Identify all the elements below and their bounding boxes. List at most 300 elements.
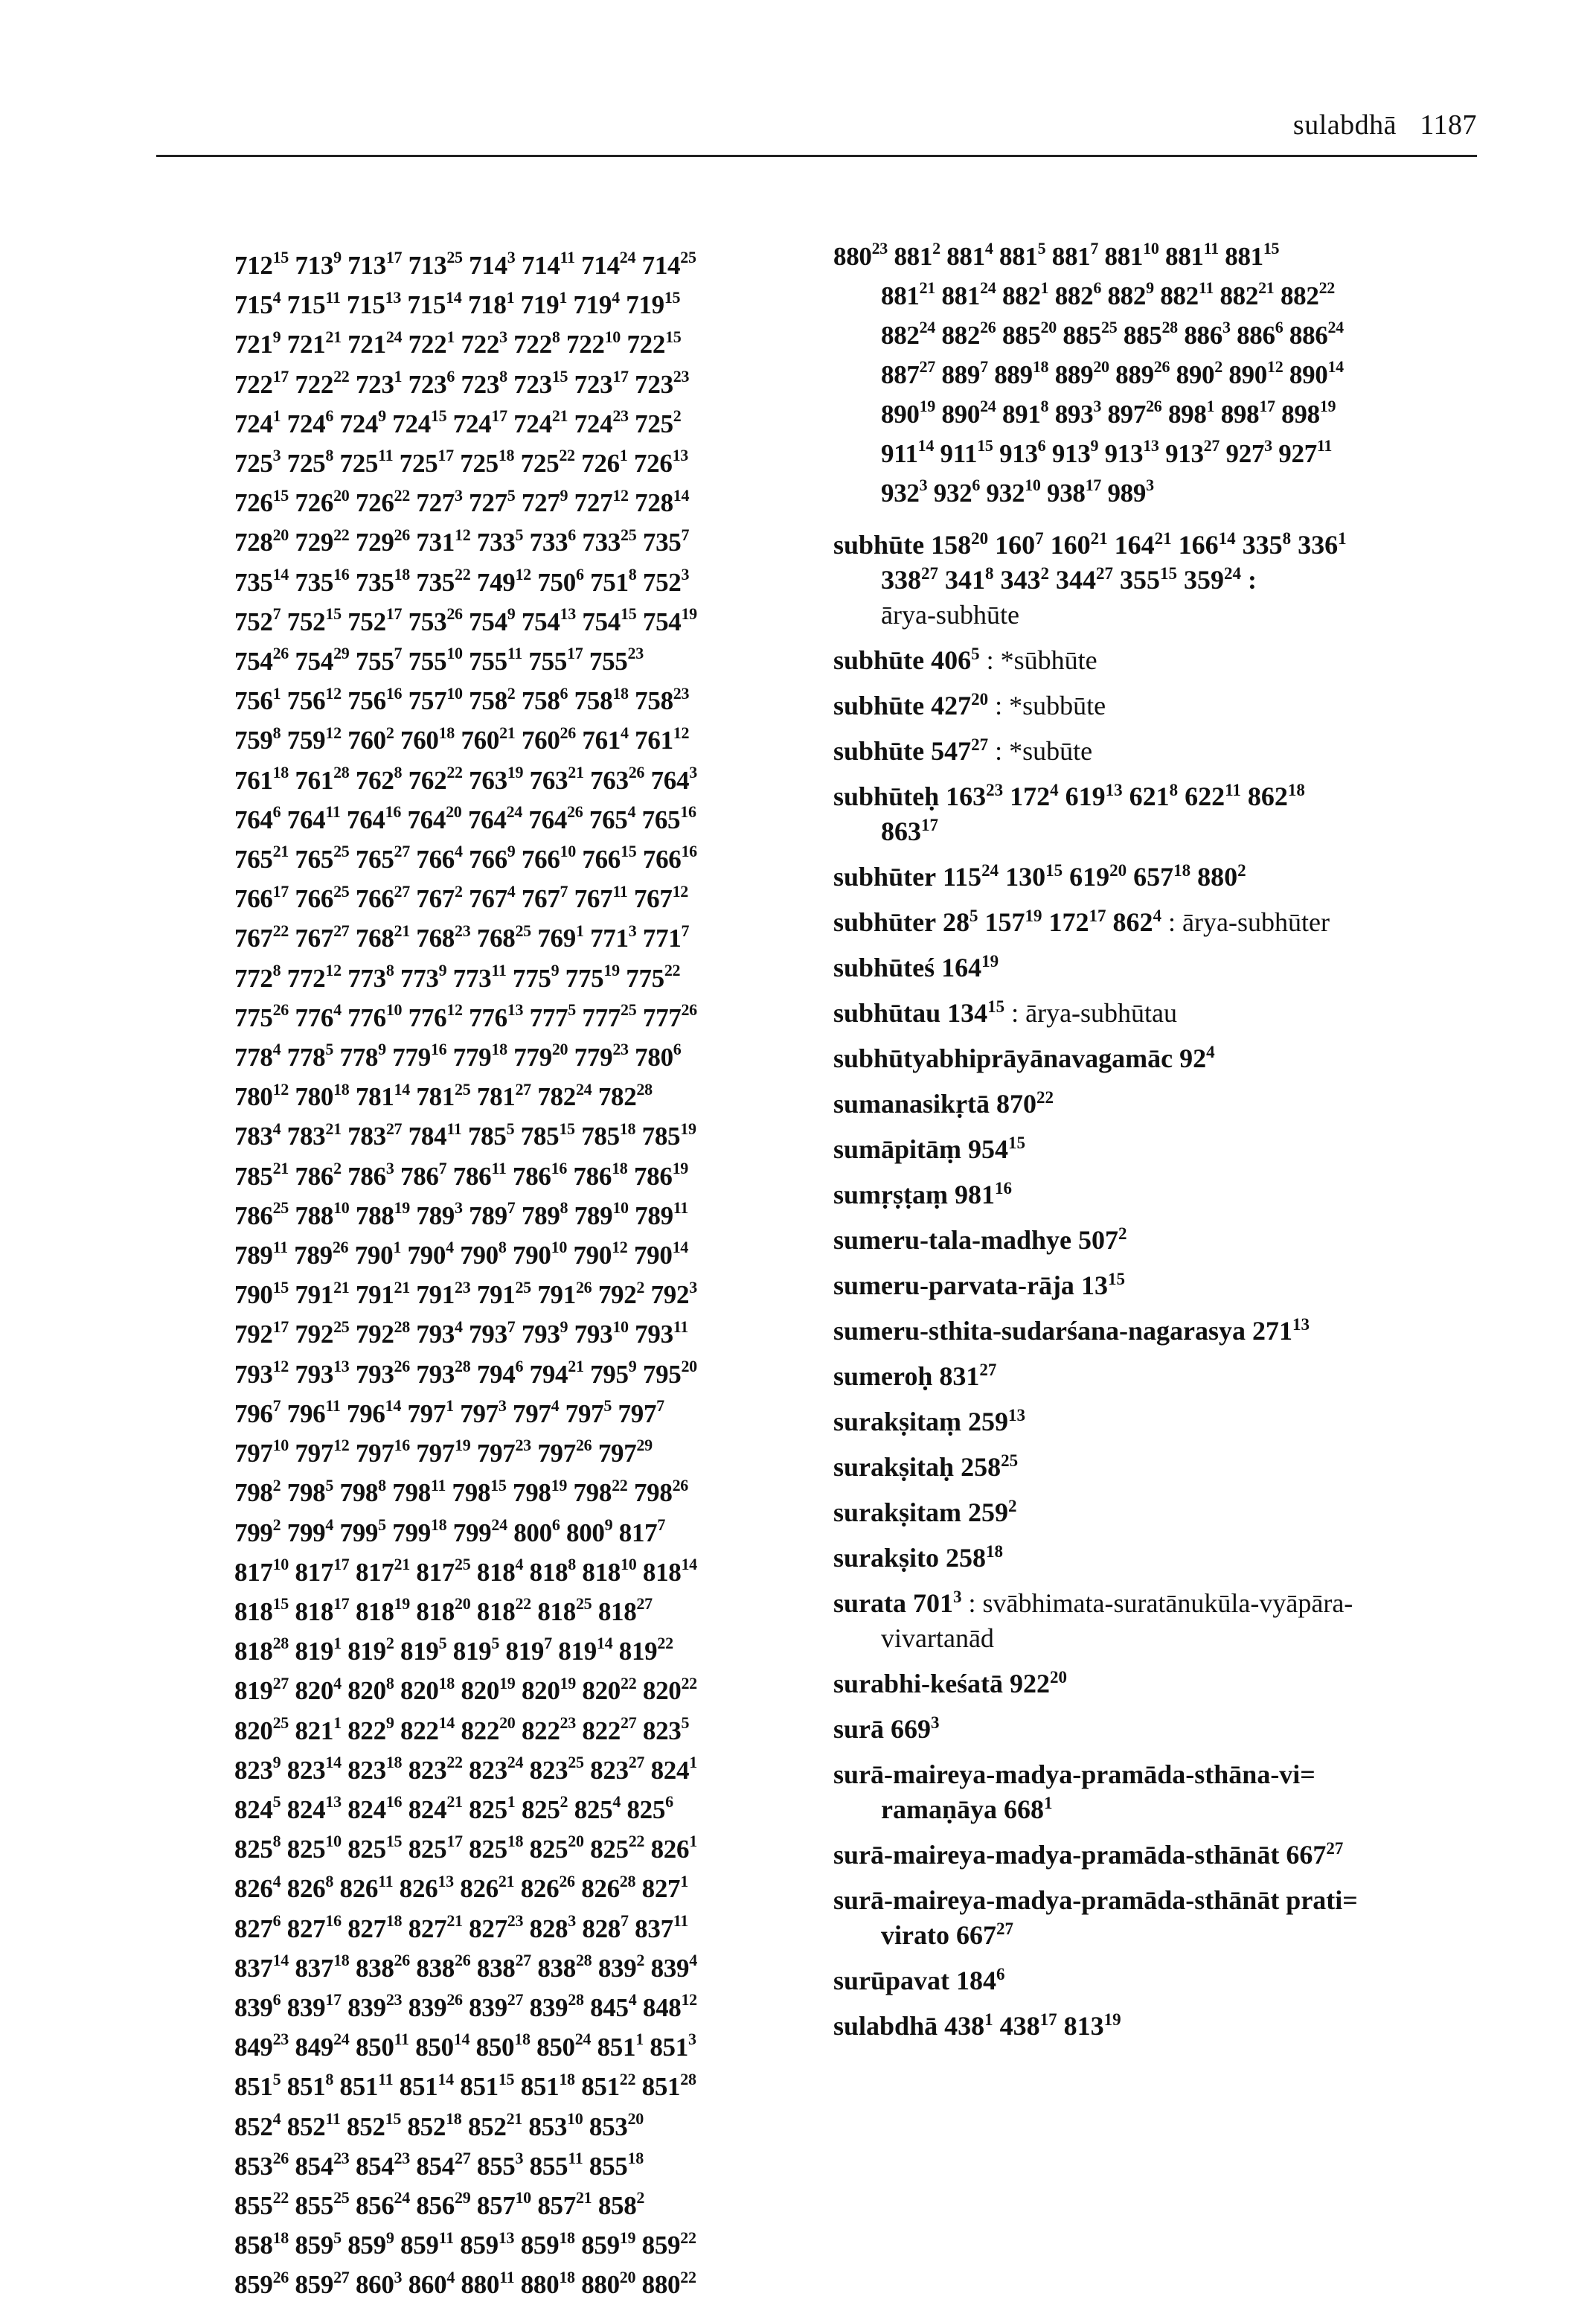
entry-lemma: sumāpitāṃ	[833, 1134, 962, 1164]
page-ref: $722^8$	[513, 327, 560, 359]
page-ref: $795^9$	[590, 1357, 637, 1389]
ref-line	[234, 2027, 818, 2067]
page-ref: $851^1$	[597, 2030, 644, 2062]
page-ref: $723^{15}$	[513, 366, 568, 399]
page-ref: $271^{13}$	[1252, 1315, 1310, 1346]
page-ref: $725^{22}$	[520, 446, 575, 479]
ref-line	[234, 602, 818, 642]
page-ref: $880^{11}$	[461, 2267, 515, 2300]
page-ref: $760^{18}$	[400, 723, 455, 755]
page-ref: $799^4$	[286, 1515, 334, 1547]
page-ref: $826^8$	[286, 1871, 334, 1904]
page-ref: $859^{26}$	[234, 2267, 289, 2300]
page-ref: $793^{10}$	[574, 1317, 629, 1349]
page-ref: $850^{24}$	[536, 2030, 592, 2062]
page-ref: $818^{14}$	[642, 1555, 697, 1587]
entry-list	[833, 528, 1481, 2044]
page-ref: $763^{26}$	[590, 762, 645, 795]
page-ref: $890^{12}$	[1228, 357, 1283, 389]
page-ref: $754^{13}$	[521, 604, 576, 636]
page-ref: $752^3$	[642, 564, 690, 597]
page-ref: $776^{13}$	[469, 1000, 524, 1032]
page-ref: $823^9$	[234, 1753, 281, 1785]
page-ref: $792^3$	[650, 1277, 697, 1310]
page-ref: $839^{27}$	[469, 1990, 524, 2022]
page-ref: $781^{27}$	[476, 1079, 531, 1112]
page-ref: $166^{14}$	[1178, 529, 1236, 560]
page-ref: $886^{24}$	[1289, 318, 1344, 350]
page-ref: $756^1$	[234, 683, 281, 716]
entry-lemma: subhūte	[833, 530, 925, 560]
page-ref: $727^5$	[469, 485, 516, 518]
page-ref: $777^{25}$	[582, 1000, 637, 1032]
index-entry	[833, 1223, 1481, 1258]
page-ref: $890^2$	[1176, 357, 1222, 389]
page-ref: $881^2$	[894, 239, 940, 271]
page-ref: $134^{15}$	[947, 997, 1005, 1028]
entry-refs	[946, 781, 1305, 811]
page-ref: $764^3$	[650, 762, 697, 795]
page-ref: $818^{17}$	[295, 1594, 350, 1626]
page-ref: $158^{20}$	[931, 529, 989, 560]
page-ref: $668^1$	[1004, 1794, 1053, 1824]
page-ref: $763^{19}$	[469, 762, 524, 795]
page-ref: $827^1$	[641, 1871, 688, 1904]
page-ref: $797^{26}$	[537, 1436, 592, 1468]
page-ref: $793^{13}$	[295, 1357, 350, 1389]
page-ref: $735^7$	[642, 525, 690, 557]
entry-lemma: subhūter	[833, 907, 937, 937]
page-ref: $750^6$	[537, 564, 584, 597]
entry-refs	[968, 1134, 1025, 1164]
page-ref: $797^3$	[460, 1396, 507, 1428]
page-ref: $818^4$	[476, 1555, 524, 1587]
ref-line	[234, 1869, 818, 1908]
entry-refs	[956, 1966, 1005, 1995]
page-ref: $882^6$	[1054, 278, 1102, 310]
page-ref: $722^{10}$	[566, 327, 621, 359]
page-ref: $784^{11}$	[408, 1119, 462, 1151]
ref-line	[234, 325, 818, 364]
page-ref: $790^{14}$	[633, 1238, 688, 1270]
page-ref: $850^{11}$	[355, 2030, 409, 2062]
page-ref: $775^{19}$	[565, 961, 620, 993]
page-ref: $822^9$	[347, 1713, 394, 1745]
entry-refs	[944, 2011, 1121, 2041]
page-ref: $818^{27}$	[597, 1594, 653, 1626]
page-ref: $335^8$	[1242, 529, 1292, 560]
page-ref: $714^3$	[469, 248, 516, 280]
page-ref: $827^6$	[234, 1911, 281, 1943]
ref-line	[234, 2186, 818, 2225]
page-ref: $713^{17}$	[347, 248, 403, 280]
page-ref: $850^{18}$	[475, 2030, 531, 2062]
page-ref: $818^{10}$	[582, 1555, 637, 1587]
entry-lemma: sumeroḥ	[833, 1361, 933, 1391]
page-ref: $859^{22}$	[641, 2228, 696, 2260]
index-entry	[833, 905, 1481, 940]
page-ref: $756^{16}$	[347, 683, 403, 716]
index-entry	[833, 2009, 1481, 2044]
page-ref: $825^{15}$	[347, 1832, 403, 1864]
page-ref: $789^{11}$	[635, 1198, 688, 1230]
index-entry	[833, 1963, 1481, 1998]
running-head-word: sulabdhā	[1292, 109, 1397, 141]
page-ref: $761^{28}$	[295, 762, 350, 795]
page-ref: $172^4$	[1010, 781, 1059, 811]
page-ref: $831^{27}$	[939, 1361, 997, 1391]
entry-note-continuation: ārya-subhūte	[881, 600, 1019, 630]
page-ref: $184^6$	[956, 1965, 1005, 1995]
page-ref: $837^{18}$	[295, 1951, 350, 1983]
page-ref: $822^{14}$	[400, 1713, 455, 1745]
entry-refs	[996, 1089, 1054, 1119]
page-ref: $669^3$	[891, 1713, 940, 1744]
page-ref: $772^{12}$	[286, 961, 342, 993]
right-column	[833, 237, 1481, 2054]
page-ref: $258^{18}$	[946, 1542, 1004, 1573]
page-ref: $779^{18}$	[452, 1040, 507, 1072]
entry-refs	[961, 1452, 1018, 1482]
page-ref: $789^7$	[469, 1198, 516, 1230]
ref-line	[234, 1553, 818, 1592]
page-ref: $766^{10}$	[521, 842, 576, 875]
page-ref: $882^{24}$	[881, 318, 936, 350]
page-ref: $754^{29}$	[295, 644, 350, 677]
page-ref: $880^{20}$	[581, 2267, 636, 2300]
page-ref: $825^{22}$	[590, 1832, 645, 1864]
page-ref: $714^{25}$	[641, 248, 696, 280]
page-ref: $786^7$	[400, 1159, 447, 1191]
entry-lemma: subhūtau	[833, 998, 941, 1028]
page-ref: $796^7$	[234, 1396, 281, 1428]
page-ref: $766^{16}$	[642, 842, 697, 875]
page-ref: $724^9$	[339, 406, 386, 438]
page-ref: $826^{26}$	[520, 1871, 575, 1904]
page-ref: $715^{11}$	[286, 287, 341, 320]
page-ref: $775^{22}$	[626, 961, 681, 993]
page-ref: $733^6$	[529, 525, 576, 557]
page-ref: $852^{11}$	[286, 2109, 341, 2141]
page-ref: $727^{12}$	[574, 485, 629, 518]
page-ref: $726^{15}$	[234, 485, 289, 518]
page-ref: $820^{19}$	[521, 1673, 576, 1706]
page-ref: $772^8$	[234, 961, 281, 993]
ref-line	[234, 563, 818, 602]
page-ref: $547^{27}$	[931, 735, 989, 766]
page-ref: $839^4$	[650, 1951, 697, 1983]
page-ref: $819^{27}$	[234, 1673, 289, 1706]
index-entry	[833, 1359, 1481, 1394]
page-ref: $765^{21}$	[234, 842, 289, 875]
page-ref: $778^4$	[234, 1040, 281, 1072]
page-ref: $881^{15}$	[1225, 239, 1280, 271]
page-ref: $756^{12}$	[286, 683, 342, 716]
page-ref: $725^2$	[635, 406, 682, 438]
page-ref: $826^{11}$	[339, 1871, 394, 1904]
index-entry	[833, 1268, 1481, 1303]
page-ref: $793^4$	[416, 1317, 463, 1349]
page-ref: $838^{27}$	[476, 1951, 531, 1983]
page-ref: $854^{23}$	[355, 2149, 410, 2181]
ref-line	[833, 355, 1481, 394]
ref-line	[234, 1592, 818, 1631]
page-ref: $824^{16}$	[347, 1792, 403, 1824]
page-ref: $819^{14}$	[558, 1634, 613, 1666]
page-ref: $760^2$	[347, 723, 394, 755]
page-ref: $28^5$	[943, 907, 978, 937]
page-ref: $793^{28}$	[416, 1357, 471, 1389]
ref-line	[234, 800, 818, 840]
ref-line	[234, 642, 818, 681]
page-ref: $851^{15}$	[460, 2069, 515, 2102]
page-ref: $789^{11}$	[234, 1238, 288, 1270]
page-ref: $881^{24}$	[941, 278, 996, 310]
page-ref: $922^{20}$	[1010, 1668, 1068, 1698]
page-ref: $783^{27}$	[347, 1119, 403, 1151]
ref-line	[234, 720, 818, 760]
page-ref: $157^{19}$	[984, 907, 1042, 937]
page-ref: $766^4$	[416, 842, 463, 875]
page-ref: $819^{22}$	[618, 1634, 673, 1666]
page-ref: $765^4$	[589, 802, 636, 834]
ref-line	[833, 434, 1481, 473]
ref-line	[833, 276, 1481, 316]
page-ref: $798^{11}$	[392, 1475, 446, 1508]
page-ref: $785^{15}$	[520, 1119, 575, 1151]
entry-continuation: $338^{27}$ $341^8$ $343^2$ $344^{27}$ $355^{15}$ $359^{24}$ :	[881, 564, 1257, 595]
page-ref: $863^{17}$	[881, 816, 938, 846]
page-ref: $826^1$	[650, 1832, 697, 1864]
page-ref: $885^{20}$	[1001, 318, 1057, 350]
page-ref: $767^{27}$	[295, 921, 350, 953]
page-ref: $797^{19}$	[416, 1436, 471, 1468]
page-ref: $798^5$	[286, 1475, 334, 1508]
index-entry	[833, 1712, 1481, 1747]
page-ref: $819^5$	[400, 1634, 447, 1666]
page-ref: $726^1$	[581, 446, 628, 479]
page-ref: $837^{11}$	[635, 1911, 688, 1943]
page-ref: $725^8$	[286, 446, 334, 479]
page-ref: $92^4$	[1179, 1043, 1215, 1073]
entry-refs	[968, 1407, 1025, 1436]
page-ref: $839^{23}$	[347, 1990, 403, 2022]
entry-continuation	[833, 814, 1481, 849]
page-ref: $839^{17}$	[286, 1990, 342, 2022]
page-ref: $786^{11}$	[452, 1159, 507, 1191]
entry-refs	[1078, 1225, 1127, 1255]
page-ref: $823^{18}$	[347, 1753, 403, 1785]
index-entry	[833, 688, 1481, 723]
page-ref: $852^{18}$	[407, 2109, 462, 2141]
page-ref: $798^8$	[339, 1475, 386, 1508]
page-ref: $851^{18}$	[520, 2069, 575, 2102]
page-ref: $898^1$	[1167, 397, 1215, 429]
ref-line	[234, 1711, 818, 1751]
page-ref: $786^{19}$	[633, 1159, 688, 1191]
page-ref: $792^{25}$	[295, 1317, 350, 1349]
entry-note: : ārya-subhūter	[1161, 907, 1330, 937]
page-ref: $755^7$	[355, 644, 403, 677]
page-ref: $859^9$	[347, 2228, 394, 2260]
page-ref: $825^8$	[234, 1832, 281, 1864]
page-ref: $749^{12}$	[476, 564, 531, 597]
page-ref: $890^{24}$	[941, 397, 996, 429]
page-ref: $754^{15}$	[582, 604, 637, 636]
entry-lemma: subhūte	[833, 736, 925, 766]
ref-line	[234, 1473, 818, 1512]
entry-lemma: subhūteś	[833, 953, 935, 982]
page-ref: $163^{23}$	[946, 781, 1004, 811]
page-ref: $721^{24}$	[347, 327, 403, 359]
ref-line	[234, 1355, 818, 1394]
page-ref: $885^{28}$	[1123, 318, 1178, 350]
page-ref: $853^{26}$	[234, 2149, 289, 2181]
page-ref: $777^5$	[529, 1000, 576, 1032]
entry-lemma: surakṣitaḥ	[833, 1452, 955, 1482]
page-ref: $823^{22}$	[408, 1753, 463, 1785]
ref-line	[234, 1671, 818, 1710]
page-ref: $726^{22}$	[355, 485, 410, 518]
page-ref: $822^{20}$	[461, 1713, 516, 1745]
ref-line	[234, 1394, 818, 1433]
index-entry	[833, 1404, 1481, 1439]
page-ref: $725^3$	[234, 446, 281, 479]
page-ref: $724^6$	[286, 406, 334, 438]
page-ref: $860^4$	[408, 2267, 455, 2300]
entry-note: : *sūbhūte	[979, 645, 1097, 675]
index-entry	[833, 1041, 1481, 1076]
page-ref: $786^3$	[347, 1159, 394, 1191]
page-ref: $791^{21}$	[295, 1277, 350, 1310]
page-ref: $726^{20}$	[295, 485, 350, 518]
page-ref: $817^{10}$	[234, 1555, 289, 1587]
ref-line	[234, 483, 818, 522]
index-entry	[833, 950, 1481, 985]
page-ref: $851^{22}$	[581, 2069, 636, 2102]
page-ref: $880^{22}$	[641, 2267, 696, 2300]
ref-line	[234, 918, 818, 958]
ref-line	[234, 2067, 818, 2106]
page-ref: $781^{25}$	[416, 1079, 471, 1112]
page-ref: $793^{26}$	[355, 1357, 410, 1389]
page-ref: $735^{22}$	[416, 564, 471, 597]
page-ref: $887^{27}$	[881, 357, 936, 389]
page-ref: $824^1$	[650, 1753, 697, 1785]
page-ref: $820^{19}$	[461, 1673, 516, 1706]
page-ref: $799^2$	[234, 1515, 281, 1547]
page-ref: $911^{15}$	[940, 436, 993, 468]
ref-line	[234, 2107, 818, 2146]
page-ref: $828^3$	[529, 1911, 576, 1943]
page-ref: $855^{25}$	[295, 2188, 350, 2220]
page-ref: $790^{10}$	[513, 1238, 568, 1270]
page-ref: $115^{24}$	[943, 861, 999, 892]
entry-note: : *subbūte	[988, 691, 1106, 720]
page-ref: $882^{22}$	[1280, 278, 1335, 310]
page-ref: $790^{15}$	[234, 1277, 289, 1310]
page-ref: $764^{24}$	[467, 802, 522, 834]
index-entry	[833, 1541, 1481, 1576]
page-ref: $792^{17}$	[234, 1317, 289, 1349]
ref-line	[234, 879, 818, 918]
page-ref: $761^{12}$	[635, 723, 690, 755]
entry-lemma: sumeru-sthita-sudarśana-nagarasya	[833, 1316, 1246, 1346]
page-ref: $859^5$	[295, 2228, 342, 2260]
page-ref: $819^5$	[452, 1634, 500, 1666]
page-ref: $855^{18}$	[589, 2149, 644, 2181]
page-ref: $791^{25}$	[476, 1277, 531, 1310]
page-ref: $898^{19}$	[1281, 397, 1336, 429]
page-ref: $823^{24}$	[469, 1753, 524, 1785]
page-ref: $724^1$	[234, 406, 281, 438]
page-ref: $729^{26}$	[355, 525, 410, 557]
entry-refs	[943, 862, 1246, 892]
page-ref: $776^{12}$	[408, 1000, 463, 1032]
page-ref: $826^{13}$	[399, 1871, 454, 1904]
ref-line	[234, 1038, 818, 1077]
page-ref: $765^{25}$	[295, 842, 350, 875]
entry-lemma: surakṣitam	[833, 1497, 962, 1527]
page-ref: $789^{26}$	[294, 1238, 349, 1270]
page-ref: $773^{11}$	[452, 961, 507, 993]
page-ref: $767^2$	[416, 881, 463, 914]
index-entry	[833, 643, 1481, 678]
page-ref: $778^9$	[339, 1040, 386, 1072]
page-ref: $798^{19}$	[513, 1475, 568, 1508]
ref-line	[234, 1157, 818, 1196]
page-ref: $860^3$	[355, 2267, 403, 2300]
page-ref: $859^{27}$	[295, 2267, 350, 2300]
page-ref: $839^{26}$	[408, 1990, 463, 2022]
page-ref: $780^{12}$	[234, 1079, 289, 1112]
page-ref: $852^4$	[234, 2109, 281, 2141]
page-ref: $789^{10}$	[574, 1198, 629, 1230]
page-ref: $794^6$	[476, 1357, 524, 1389]
index-entry	[833, 1495, 1481, 1530]
page-ref: $797^{16}$	[355, 1436, 410, 1468]
page-ref: $828^7$	[582, 1911, 629, 1943]
ref-line	[234, 2265, 818, 2304]
index-entry	[833, 1757, 1481, 1827]
page-ref: $722^1$	[408, 327, 455, 359]
page-ref: $723^1$	[355, 366, 403, 399]
ref-line	[234, 1116, 818, 1156]
page-ref: $839^6$	[234, 1990, 281, 2022]
entry-lemma: surā	[833, 1714, 885, 1744]
page-ref: $820^{22}$	[642, 1673, 697, 1706]
page-ref: $881^{10}$	[1104, 239, 1159, 271]
continued-ref-block	[833, 237, 1481, 513]
page-ref: $818^{25}$	[537, 1594, 592, 1626]
page-ref: $855^3$	[476, 2149, 524, 2181]
page-ref: $728^{20}$	[234, 525, 289, 557]
page-ref: $767^{22}$	[234, 921, 289, 953]
page-ref: $838^{26}$	[416, 1951, 471, 1983]
ref-line	[234, 681, 818, 720]
page-ref: $862^4$	[1112, 907, 1162, 937]
page-ref: $870^{22}$	[996, 1088, 1054, 1119]
ref-line	[234, 1235, 818, 1275]
page-ref: $932^{10}$	[986, 476, 1041, 508]
page-ref: $881^4$	[946, 239, 993, 271]
page-ref: $789^3$	[416, 1198, 463, 1230]
entry-lemma: surā-maireya-madya-pramāda-sthānāt prati=	[833, 1885, 1358, 1915]
page-ref: $779^{23}$	[574, 1040, 629, 1072]
page-ref: $796^{14}$	[347, 1396, 402, 1428]
page-ref: $733^{25}$	[582, 525, 637, 557]
page-ref: $725^{17}$	[399, 446, 454, 479]
